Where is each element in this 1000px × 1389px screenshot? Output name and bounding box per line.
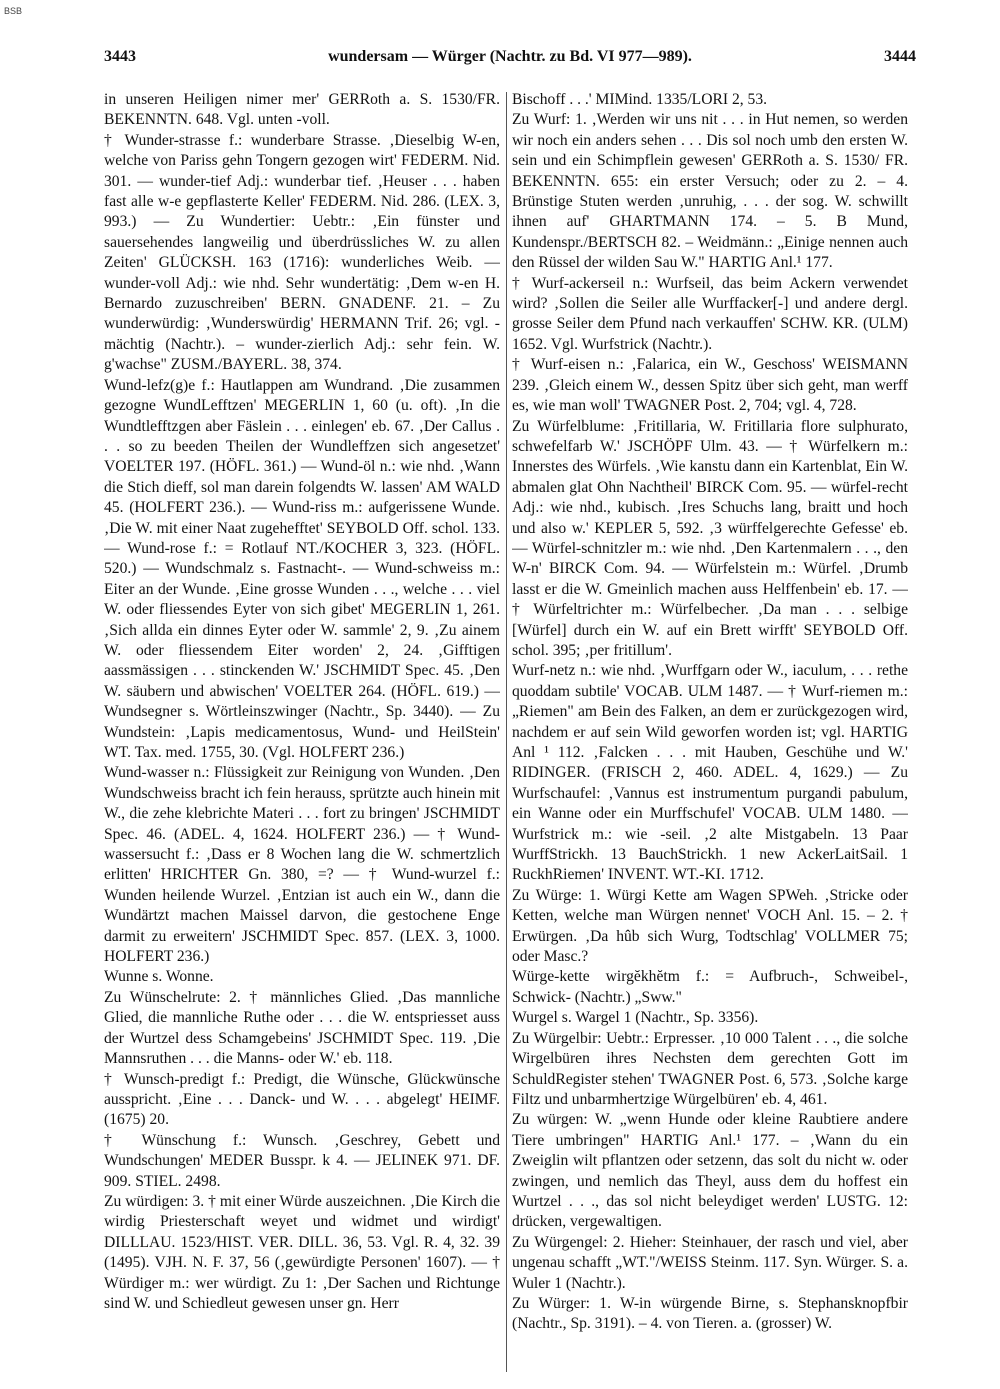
- entry-paragraph: † Wunsch-predigt f.: Predigt, die Wünsche, Glückwünsche ausspricht. ‚Eine . . . Danck- und W. . . . abgelegt' HEIMF. (1675) 20.: [104, 1070, 500, 1129]
- entry-paragraph: Zu Würgengel: 2. Hieher: Steinhauer, der rasch und viel, aber ungenau schafft „WT."/WEISS Steinm. 117. Syn. Würger. S. a. Wuler 1 (Nachtr.).: [512, 1233, 908, 1292]
- entry-paragraph: Wurf-netz n.: wie nhd. ‚Wurffgarn oder W., iaculum, . . . rethe quoddam subtile' VOCAB. ULM 1487. — † Wurf-riemen m.: „Riemen" am Bein des Falken, an dem er zurückgezogen wird, nachdem er auf sein Wild geworfen worden ist; vgl. HARTIG Anl ¹ 112. ‚Falcken . . . mit Hauben, Geschühe und W.' RIDINGER. (FRISCH 2, 460. ADEL. 4, 1629.) — Zu Wurfschaufel: ‚Vannus est instrumentum purgandi pabulum, ein Wanne oder ein Murffschufel' VOCAB. ULM 1480. — Wurfstrick m.: wie -seil. ‚2 alte Mistgabeln. 13 Paar WurffStrickh. 13 BauchStrickh. 1 new AckerLaitSail. 1 RuckhRiemen' INVENT. WT.-KI. 1712.: [512, 662, 908, 884]
- running-title: wundersam — Würger (Nachtr. zu Bd. VI 977—989).: [328, 48, 692, 65]
- right-page-number: 3444: [884, 48, 916, 65]
- entry-paragraph: Zu Wurf: 1. ‚Werden wir uns nit . . . in Hut nemen, so werden wir noch ein anders sehen . . . Dis sol noch umb den ersten W. sein und ein Schimpflein gewesen' GERRoth a. S. 1530/ FR. BEKENNTN. 655: ein erster Versuch; oder zu 2. – 4. Brünstige Stuten werden ‚unruhig, . . . der sog. W. schwillt ihnen auf' GHARTMANN 174. – 5. B Mund, Kundenspr./BERTSCH 82. – Weidmänn.: „Einige nennen auch den Rüssel der wilden Sau W." HARTIG Anl.¹ 177.: [512, 111, 908, 272]
- entry-paragraph: Wund-wasser n.: Flüssigkeit zur Reinigung von Wunden. ‚Den Wundschweiss bracht ich fein herauss, sprützte auch hinein mit W., die zehe klebrichte Materi . . . fort zu bringen' JSCHMIDT Spec. 46. (ADEL. 4, 1624. HOLFERT 236.) — † Wund-wassersucht f.: ‚Dass er 8 Wochen lang die W. schmertzlich erlitten' HRICHTER Gn. 380, =? — † Wund-wurzel f.: Wunden heilende Wurzel. ‚Entzian ist auch ein W., dann die Wundärtzt machen Maissel darvon, die gestochene Enge darmit zu erweitern' JSCHMIDT Spec. 857. (LEX. 3, 1000. HOLFERT 236.): [104, 764, 500, 966]
- page-header: [104, 48, 916, 74]
- entry-paragraph: Wund-lefz(g)e f.: Hautlappen am Wundrand. ‚Die zusammen gezogne WundLefftzen' MEGERLIN 1, 60 (u. oft). ‚In die Wundtlefftzgen aber Fäslein . . . einlegen' eb. 67. ‚Der Callus . . . so zu beeden Theilen der Wundleffzen sich angesetzet' VOELTER 197. (HÖFL. 361.) — Wund-öl n.: wie nhd. ‚Wann die Stich dieff, sol man darein folgendts W. lassen' AM WALD 45. (HOLFERT 236.). — Wund-riss m.: aufgerissene Wunde. ‚Die W. mit einer Naat zugehefftet' SEYBOLD Off. schol. 133. — Wund-rose f.: = Rotlauf NT./KOCHER 3, 323. (HÖFL. 520.) — Wundschmalz s. Fastnacht-. — Wund-schweiss m.: Eiter an der Wunde. ‚Eine grosse Wunden . . ., welche . . . viel W. oder fliessendes Eyter von sich gibet' MEGERLIN 1, 261. ‚Sich allda ein dinnes Eyter oder W. sammle' 2, 9. ‚Zu ainem W. oder fliessendem Eiter worden' 2, 24. ‚Gifftigen aassmässigen . . . stinckenden W.' JSCHMIDT Spec. 45. ‚Den W. säubern und abwischen' VOELTER 264. (HÖFL. 619.) — Wundsegner s. Wörtleinszwinger (Nachtr., Sp. 3440). — Zu Wundstein: ‚Lapis medicamentosus, Wund- und HeilStein' WT. Tax. med. 1755, 30. (Vgl. HOLFERT 236.): [104, 376, 500, 761]
- entry-paragraph: Zu Würge: 1. Würgi Kette am Wagen SPWeh. ‚Stricke oder Ketten, welche man Würgen nennet' VOCH Anl. 15. – 2. † Erwürgen. ‚Da hûb sich Wurg, Todtschlag' VOLLMER 75; oder Masc.?: [512, 886, 908, 966]
- entry-paragraph: † Wurf-ackerseil n.: Wurfseil, das beim Ackern verwendet wird? ‚Sollen die Seiler alle Wurffacker[-] und andere dergl. grosse Seiler dem Pfund nach verkauffen' SCHW. KR. (ULM) 1652. Vgl. Wurfstrick (Nachtr.).: [512, 274, 908, 353]
- entry-paragraph: Zu würdigen: 3. † mit einer Würde auszeichnen. ‚Die Kirch die wirdig Priesterschaft weyet und widmet und wirdigt' DILLLAU. 1523/HIST. VER. DILL. 36, 53. Vgl. R. 4, 32. 39 (1495). VJH. N. F. 37, 56 (‚gewürdigte Personen' 1607). — † Würdiger m.: wer würdigt. Zu 1: ‚Der Sachen und Richtunge sind W. und Schiedleut gewesen unser gn. Herr: [104, 1192, 500, 1312]
- entry-paragraph: Wunne s. Wonne.: [104, 968, 214, 986]
- entry-paragraph: Zu Würfelblume: ‚Fritillaria, W. Fritillaria flore sulphurato, schwefelfarb W.' JSCHÖPF Ulm. 43. — † Würfelkern m.: Innerstes des Würfels. ‚Wie kanstu dann ein Kartenblat, Ein W. abmalen glat Ohn Nachtheil' BIRCK Com. 95. — würfel-recht Adj.: wie nhd., kubisch. ‚Ires Schuchs lang, braitt und hoch und also w.' KEPLER 5, 592. ‚3 würffelgerechte Gefesse' eb. — Würfel-schnitzler m.: wie nhd. ‚Den Kartenmalern . . ., den W-n' BIRCK Com. 94. — Würfelstein m.: Würfel. ‚Drumb lasst er die W. Gmeinlich machen auss Helffenbein' eb. 17. — † Würfeltrichter m.: Würfelbecher. ‚Da man . . . selbige [Würfel] durch ein W. auf ein Brett wirfft' SEYBOLD Off. schol. 395; ‚per fritillum'.: [512, 417, 908, 659]
- entry-paragraph: Wurgel s. Wargel 1 (Nachtr., Sp. 3356).: [512, 1009, 759, 1027]
- entry-paragraph: Zu würgen: W. „wenn Hunde oder kleine Raubtiere andere Tiere umbringen" HARTIG Anl.¹ 177. – ‚Wann du ein Zweiglin wilt pflantzen oder setzenn, das solt du nicht w. oder zwingen, und nemlich das Theyl, auss dem du hoffest ein Wurtzel . . ., das sol nicht beleydiget werden' LUSTG. 12: drücken, vergewaltigen.: [512, 1111, 908, 1231]
- right-column: [512, 90, 908, 1378]
- left-page-number: 3443: [104, 48, 136, 65]
- entry-paragraph: Zu Wünschelrute: 2. † männliches Glied. ‚Das mannliche Glied, die mannliche Ruthe oder . . . die W. entspriesset auss der Wurtzel dess Schamgebeins' JSCHMIDT Spec. 119. ‚Die Mannsruthen . . . die Manns- oder W.' eb. 118.: [104, 988, 500, 1068]
- column-divider: [506, 92, 507, 1372]
- entry-paragraph: † Wurf-eisen n.: ‚Falarica, ein W., Geschoss' WEISMANN 239. ‚Gleich einem W., dessen Spitz über sich geht, man werff es, wie man woll' TWAGNER Post. 2, 704; vgl. 4, 728.: [512, 356, 908, 415]
- entry-paragraph: in unseren Heiligen nimer mer' GERRoth a. S. 1530/FR. BEKENNTN. 648. Vgl. unten -voll.: [104, 91, 500, 129]
- entry-paragraph: Zu Würgelbir: Uebtr.: Erpresser. ‚10 000 Talent . . ., die solche Wirgelbüren ihres Nechsten dem gerechten Gott im SchuldRegister stehen' TWAGNER Post. 6, 573. ‚Solche karge Filtz und unbarmhertzige Würgelbüren' eb. 4, 461.: [512, 1029, 908, 1108]
- entry-paragraph: Würge-kette wirgĕkhĕtm f.: = Aufbruch-, Schweibel-, Schwick- (Nachtr.) „Sww.": [512, 968, 908, 1006]
- entry-paragraph: † Wunder-strasse f.: wunderbare Strasse. ‚Dieselbig W-en, welche von Pariss gehn Tongern gezogen wirt' FEDERM. Nid. 301. — wunder-tief Adj.: wunderbar tief. ‚Heuser . . . haben fast alle w-e gepflasterte Keller' FEDERM. Nid. 286. (LEX. 3, 993.) — Zu Wundertier: Uebtr.: ‚Ein fünster und sauersehendes langweilig und überdrüssliches W. zu allen Zeiten' GLÜCKSH. 163 (1716): wunderliches Weib. — wunder-voll Adj.: wie nhd. Sehr wundertätig: ‚Dem w-en H. Bernardo zuzuschreiben' BERN. GNADENF. 21. – Zu wunderwürdig: ‚Wunderswürdig' HERMANN Trif. 26; vgl. -mächtig (Nachtr.). – wunder-zierlich Adj.: sehr fein. W. g'wachse" ZUSM./BAYERL. 38, 374.: [104, 131, 500, 374]
- left-column: [104, 90, 500, 1378]
- library-stamp: BSB: [4, 6, 23, 16]
- entry-paragraph: † Wünschung f.: Wunsch. ‚Geschrey, Gebett und Wundschungen' MEDER Busspr. k 4. — JELINEK 971. DF. 909. STIEL. 2498.: [104, 1131, 500, 1190]
- entry-paragraph: Bischoff . . .' MIMind. 1335/LORI 2, 53.: [512, 91, 768, 108]
- entry-paragraph: Zu Würger: 1. W-in würgende Birne, s. Stephansknopfbir (Nachtr., Sp. 3191). – 4. von Tieren. a. (grosser) W.: [512, 1294, 908, 1333]
